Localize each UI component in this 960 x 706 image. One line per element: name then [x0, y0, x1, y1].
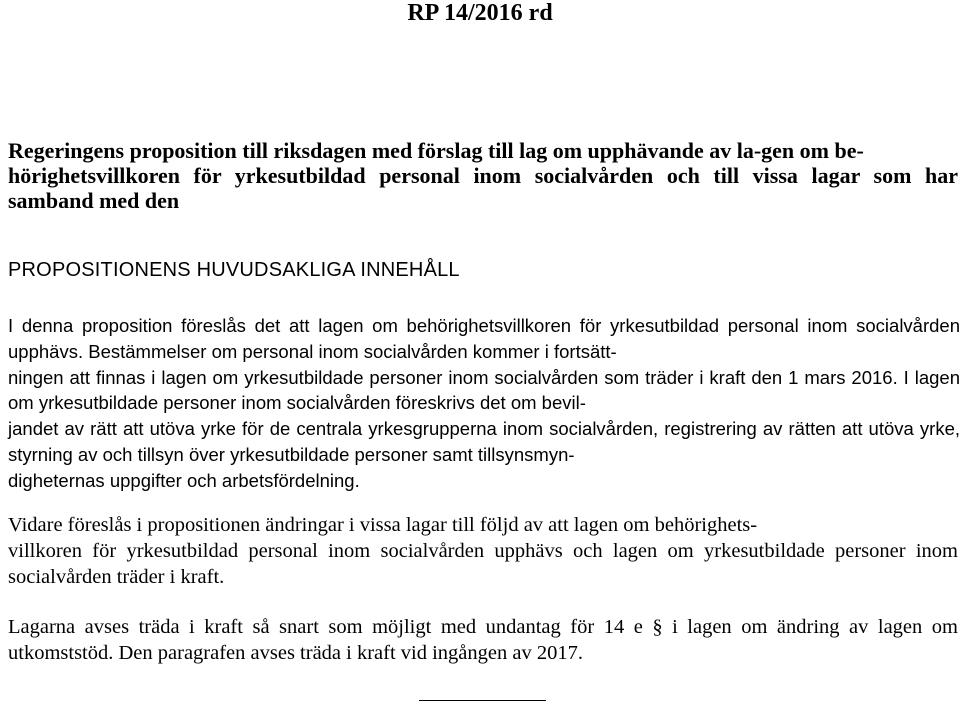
- body-paragraph-line: villkoren för yrkesutbildad personal inom socialvården upphävs och lagen om yrkesutbildade personer inom socialvården träder i kraft.: [8, 539, 958, 588]
- summary-line: digheternas uppgifter och arbetsfördelning.: [8, 469, 360, 491]
- horizontal-rule: [419, 700, 546, 701]
- summary-line: I denna proposition föreslås det att lagen om behörighetsvillkoren för yrkesutbildad personal inom socialvården upphävs. Bestämmelser om personal inom socialvården kommer i fortsätt-: [8, 315, 960, 362]
- proposition-title: [8, 138, 958, 213]
- document-id: RP 14/2016 rd: [407, 0, 553, 26]
- summary-paragraph: [8, 313, 960, 494]
- body-paragraph-entry-into-force: Lagarna avses träda i kraft så snart som möjligt med undantag för 14 e § i lagen om ändring av lagen om utkomststöd. Den paragrafen avses träda i kraft vid ingången av 2017.: [8, 616, 958, 664]
- proposition-title-part2: hörighetsvillkoren för yrkesutbildad personal inom socialvården och till vissa lagar som har samband med den: [8, 163, 958, 213]
- section-heading: PROPOSITIONENS HUVUDSAKLIGA INNEHÅLL: [8, 259, 460, 281]
- body-paragraph-line: Vidare föreslås i propositionen ändringar i vissa lagar till följd av att lagen om behörighets-: [8, 514, 758, 536]
- summary-line: ningen att finnas i lagen om yrkesutbildade personer inom socialvården som träder i kraft den 1 mars 2016. I lagen om yrkesutbildade personer inom socialvården föreskrivs det om bevil-: [8, 366, 960, 414]
- proposition-title-part1: Regeringens proposition till riksdagen med förslag till lag om upphävande av la-gen om be-: [8, 138, 864, 163]
- body-paragraph-amendments: [8, 513, 958, 590]
- summary-line: jandet av rätt att utöva yrke för de centrala yrkesgrupperna inom socialvården, registrering av rätten att utöva yrke, styrning av och tillsyn över yrkesutbildade personer samt tillsynsmyn-: [8, 418, 960, 465]
